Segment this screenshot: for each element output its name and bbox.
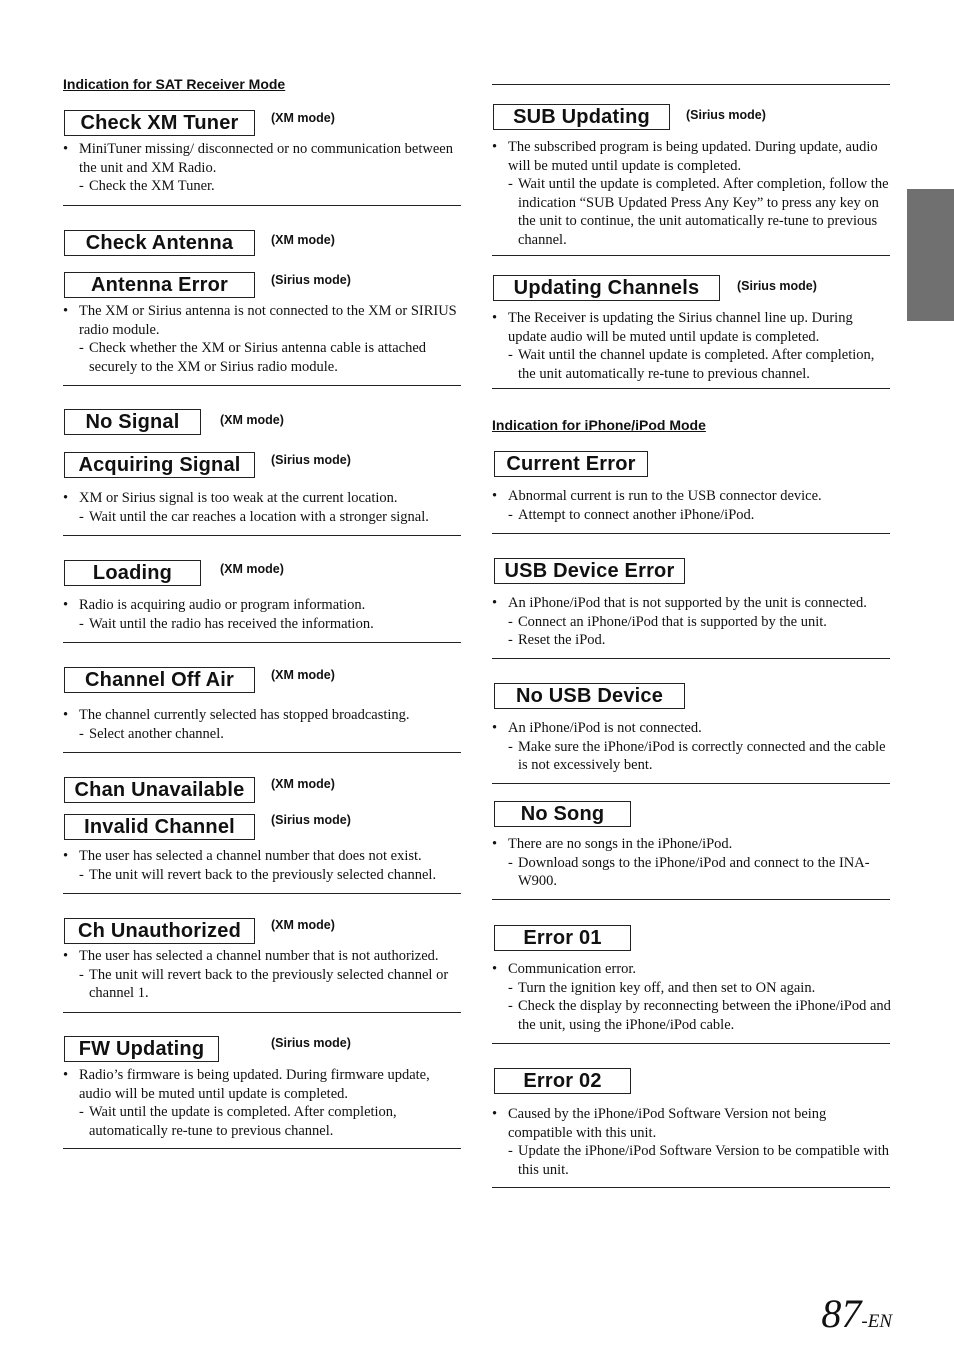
section-heading-ipod: Indication for iPhone/iPod Mode (492, 417, 706, 433)
bullet-text: • Radio is acquiring audio or program information. (63, 596, 463, 615)
sub-item: - The unit will revert back to the previously selected channel or channel 1. (63, 966, 463, 1003)
label-no-usb-device: No USB Device (494, 683, 685, 709)
label-error-02: Error 02 (494, 1068, 631, 1094)
label-fw-updating: FW Updating (64, 1036, 219, 1062)
sub-item: - Make sure the iPhone/iPod is correctly connected and the cable is not excessively bent. (492, 738, 892, 775)
sub-item: - Wait until the update is completed. After completion, follow the indication “SUB Updated Press Any Key” to press any key on the unit to continue, the unit automatically re-tune to previous channel. (492, 175, 892, 249)
bullet-text: • Communication error. (492, 960, 892, 979)
mode-tag: (Sirius mode) (686, 108, 766, 122)
mode-tag: (XM mode) (271, 918, 335, 932)
label-loading: Loading (64, 560, 201, 586)
label-acquiring-signal: Acquiring Signal (64, 452, 255, 478)
page-number (821, 1290, 892, 1337)
mode-tag: (Sirius mode) (737, 279, 817, 293)
divider (492, 533, 890, 534)
sub-item: - Download songs to the iPhone/iPod and connect to the INA-W900. (492, 854, 892, 891)
divider (63, 205, 461, 206)
page-edge-tab (907, 189, 954, 321)
sub-item: - Update the iPhone/iPod Software Version to be compatible with this unit. (492, 1142, 892, 1179)
description-block (492, 960, 892, 1034)
label-antenna-error: Antenna Error (64, 272, 255, 298)
label-invalid-channel: Invalid Channel (64, 814, 255, 840)
divider (492, 1187, 890, 1188)
sub-item: - The unit will revert back to the previously selected channel. (63, 866, 463, 885)
divider (492, 899, 890, 900)
bullet-text: • XM or Sirius signal is too weak at the current location. (63, 489, 463, 508)
label-channel-off-air: Channel Off Air (64, 667, 255, 693)
divider (63, 893, 461, 894)
mode-tag: (XM mode) (271, 111, 335, 125)
description-block (63, 140, 463, 196)
bullet-text: • MiniTuner missing/ disconnected or no communication between the unit and XM Radio. (63, 140, 463, 177)
mode-tag: (XM mode) (271, 777, 335, 791)
divider (492, 84, 890, 85)
divider (492, 783, 890, 784)
divider (492, 1043, 890, 1044)
sub-item: - Check the display by reconnecting between the iPhone/iPod and the unit, using the iPhone/iPod cable. (492, 997, 892, 1034)
bullet-text: • An iPhone/iPod is not connected. (492, 719, 892, 738)
sub-item: - Turn the ignition key off, and then set to ON again. (492, 979, 892, 998)
divider (63, 642, 461, 643)
description-block (492, 1105, 892, 1179)
bullet-text: • An iPhone/iPod that is not supported by the unit is connected. (492, 594, 892, 613)
divider (63, 535, 461, 536)
label-usb-device-error: USB Device Error (494, 558, 685, 584)
sub-item: - Wait until the car reaches a location with a stronger signal. (63, 508, 463, 527)
sub-item: - Connect an iPhone/iPod that is supported by the unit. (492, 613, 892, 632)
sub-item: - Wait until the radio has received the information. (63, 615, 463, 634)
label-sub-updating: SUB Updating (493, 104, 670, 130)
divider (492, 388, 890, 389)
mode-tag: (Sirius mode) (271, 1036, 351, 1050)
description-block (492, 719, 892, 775)
divider (492, 255, 890, 256)
bullet-text: • Abnormal current is run to the USB connector device. (492, 487, 892, 506)
bullet-text: • Caused by the iPhone/iPod Software Version not being compatible with this unit. (492, 1105, 892, 1142)
mode-tag: (Sirius mode) (271, 813, 351, 827)
description-block (492, 835, 892, 891)
label-current-error: Current Error (494, 451, 648, 477)
bullet-text: • There are no songs in the iPhone/iPod. (492, 835, 892, 854)
section-heading-sat: Indication for SAT Receiver Mode (63, 76, 286, 92)
label-no-signal: No Signal (64, 409, 201, 435)
sub-item: - Check whether the XM or Sirius antenna cable is attached securely to the XM or Sirius radio module. (63, 339, 463, 376)
description-block (492, 138, 892, 249)
sub-item: - Reset the iPod. (492, 631, 892, 650)
mode-tag: (XM mode) (220, 562, 284, 576)
description-block (63, 1066, 463, 1140)
description-block (63, 706, 463, 743)
sub-item: - Wait until the channel update is completed. After completion, the unit automatically re-tune to previous channel. (492, 346, 892, 383)
label-error-01: Error 01 (494, 925, 631, 951)
mode-tag: (Sirius mode) (271, 273, 351, 287)
bullet-text: • The Receiver is updating the Sirius channel line up. During update audio will be muted until update is completed. (492, 309, 892, 346)
divider (63, 385, 461, 386)
label-ch-unauthorized: Ch Unauthorized (64, 918, 255, 944)
mode-tag: (XM mode) (271, 233, 335, 247)
bullet-text: • The XM or Sirius antenna is not connected to the XM or SIRIUS radio module. (63, 302, 463, 339)
sub-item: - Check the XM Tuner. (63, 177, 463, 196)
mode-tag: (XM mode) (220, 413, 284, 427)
sub-item: - Attempt to connect another iPhone/iPod. (492, 506, 892, 525)
description-block (492, 487, 892, 524)
sub-item: - Select another channel. (63, 725, 463, 744)
description-block (492, 309, 892, 383)
label-no-song: No Song (494, 801, 631, 827)
bullet-text: • The subscribed program is being updated. During update, audio will be muted until update is completed. (492, 138, 892, 175)
bullet-text: • The user has selected a channel number that is not authorized. (63, 947, 463, 966)
description-block (63, 489, 463, 526)
label-check-xm-tuner: Check XM Tuner (64, 110, 255, 136)
bullet-text: • Radio’s firmware is being updated. During firmware update, audio will be muted until update is completed. (63, 1066, 463, 1103)
bullet-text: • The user has selected a channel number that does not exist. (63, 847, 463, 866)
page-number-value: 87 (821, 1291, 862, 1336)
description-block (63, 847, 463, 884)
sub-item: - Wait until the update is completed. After completion, automatically re-tune to previous channel. (63, 1103, 463, 1140)
mode-tag: (XM mode) (271, 668, 335, 682)
label-updating-channels: Updating Channels (493, 275, 720, 301)
description-block (63, 302, 463, 376)
description-block (63, 596, 463, 633)
mode-tag: (Sirius mode) (271, 453, 351, 467)
bullet-text: • The channel currently selected has stopped broadcasting. (63, 706, 463, 725)
divider (63, 1012, 461, 1013)
page-number-suffix: -EN (861, 1311, 892, 1332)
label-check-antenna: Check Antenna (64, 230, 255, 256)
divider (63, 752, 461, 753)
divider (63, 1148, 461, 1149)
description-block (63, 947, 463, 1003)
label-chan-unavailable: Chan Unavailable (64, 777, 255, 803)
divider (492, 658, 890, 659)
description-block (492, 594, 892, 650)
